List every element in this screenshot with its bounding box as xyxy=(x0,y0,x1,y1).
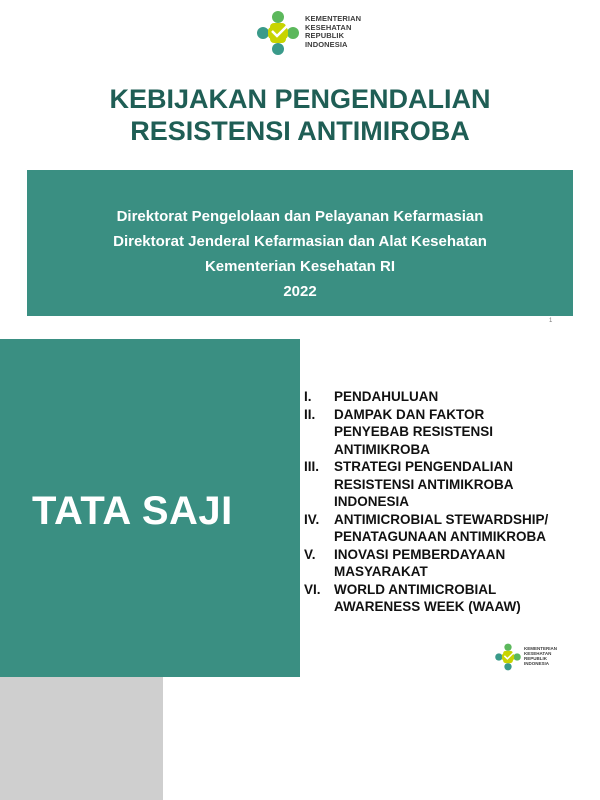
toc-line: STRATEGI PENGENDALIAN xyxy=(334,459,514,474)
toc-line: DAMPAK DAN FAKTOR xyxy=(334,406,485,422)
toc-line: ANTIMICROBIAL STEWARDSHIP/ xyxy=(334,511,549,527)
subtitle-banner xyxy=(27,170,573,316)
toc-item xyxy=(304,546,594,581)
toc-line: PENYEBAB RESISTENSI xyxy=(334,424,494,439)
toc-number: V. xyxy=(304,546,316,562)
title-line: RESISTENSI ANTIMIROBA xyxy=(130,116,470,146)
toc-line: INOVASI PEMBERDAYAAN xyxy=(334,546,506,562)
slide-contents xyxy=(0,330,600,800)
logo-text xyxy=(524,646,557,666)
logo-line: REPUBLIK xyxy=(305,31,345,40)
decorative-block xyxy=(0,677,163,800)
toc-item xyxy=(304,406,594,459)
kemenkes-emblem-icon xyxy=(255,9,301,57)
toc-line: PENDAHULUAN xyxy=(334,389,439,404)
toc-number: I. xyxy=(304,389,312,404)
toc-text xyxy=(334,406,594,459)
banner-line: Direktorat Pengelolaan dan Pelayanan Kefarmasian xyxy=(116,208,484,225)
toc-number: VI. xyxy=(304,581,321,597)
toc-item xyxy=(304,458,594,511)
toc-item xyxy=(304,581,594,616)
title-line: KEBIJAKAN PENGENDALIAN xyxy=(109,84,491,114)
toc-text xyxy=(334,388,594,406)
toc-line: ANTIMIKROBA xyxy=(334,441,430,457)
kemenkes-emblem-icon xyxy=(494,642,522,672)
toc-item xyxy=(304,388,594,406)
logo-line: KEMENTERIAN xyxy=(524,646,558,651)
toc-text xyxy=(334,511,594,546)
toc-number: IV. xyxy=(304,511,320,527)
slide-cover xyxy=(0,0,600,325)
logo-line: INDONESIA xyxy=(305,39,348,49)
toc-line: MASYARAKAT xyxy=(334,564,428,579)
toc-item xyxy=(304,511,594,546)
kemenkes-logo-small xyxy=(494,642,574,672)
toc-number: II. xyxy=(304,406,316,422)
toc-text xyxy=(334,458,594,511)
toc-line: INDONESIA xyxy=(334,494,410,509)
toc-line: RESISTENSI ANTIMIKROBA xyxy=(334,476,514,492)
section-heading: TATA SAJI xyxy=(32,489,233,533)
logo-text xyxy=(305,15,361,49)
page-number: 1 xyxy=(549,318,553,324)
page-title xyxy=(0,83,600,147)
toc-text xyxy=(334,546,594,581)
toc-line: WORLD ANTIMICROBIAL xyxy=(334,581,497,597)
logo-line: KESEHATAN xyxy=(305,22,352,32)
logo-line: INDONESIA xyxy=(524,661,550,666)
banner-line: Direktorat Jenderal Kefarmasian dan Alat Kesehatan xyxy=(113,233,487,250)
section-panel xyxy=(0,339,300,677)
banner-line: Kementerian Kesehatan RI xyxy=(204,258,396,275)
logo-line: KESEHATAN xyxy=(524,651,552,656)
toc-number: III. xyxy=(304,459,320,474)
banner-year: 2022 xyxy=(283,283,317,300)
kemenkes-logo xyxy=(255,7,385,59)
logo-line: REPUBLIK xyxy=(524,656,548,661)
table-of-contents xyxy=(304,388,594,616)
toc-text xyxy=(334,581,594,616)
toc-line: PENATAGUNAAN ANTIMIKROBA xyxy=(334,529,546,544)
toc-line: AWARENESS WEEK (WAAW) xyxy=(334,599,521,614)
logo-line: KEMENTERIAN xyxy=(305,14,362,23)
